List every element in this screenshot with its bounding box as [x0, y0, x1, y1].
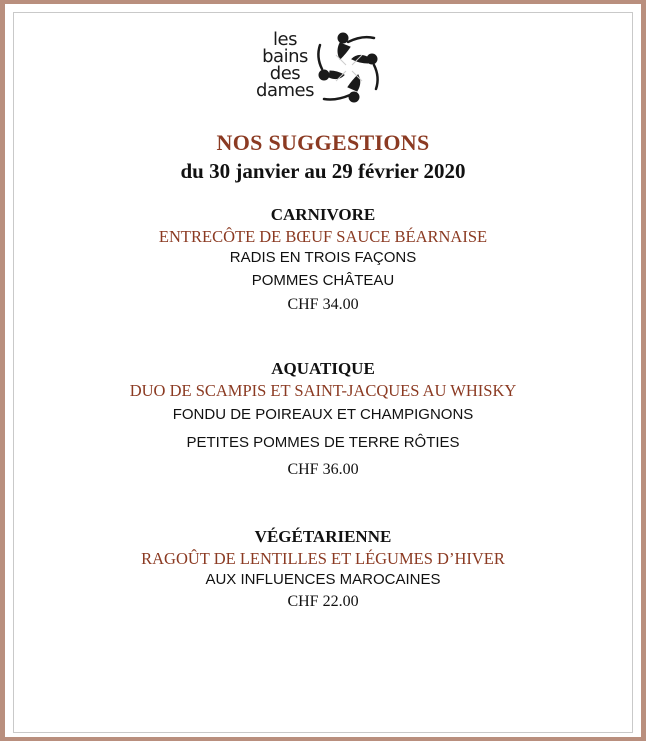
- dish-vegetarienne: RAGOÛT DE LENTILLES ET LÉGUMES D’HIVER: [141, 549, 505, 568]
- price-vegetarienne: CHF 22.00: [287, 593, 359, 610]
- page-title: NOS SUGGESTIONS: [216, 130, 430, 155]
- side-carnivore-2: POMMES CHÂTEAU: [251, 272, 395, 289]
- side-aquatique-1: FONDU DE POIREAUX ET CHAMPIGNONS: [172, 406, 474, 423]
- price-carnivore: CHF 34.00: [287, 296, 359, 313]
- swimmers-icon: [310, 29, 388, 107]
- date-range: du 30 janvier au 29 février 2020: [180, 159, 466, 183]
- category-vegetarienne: VÉGÉTARIENNE: [254, 527, 392, 546]
- category-carnivore: CARNIVORE: [270, 205, 376, 224]
- dish-aquatique: DUO DE SCAMPIS ET SAINT-JACQUES AU WHISKY: [129, 381, 517, 400]
- restaurant-logo: [250, 31, 390, 105]
- dish-carnivore: ENTRECÔTE DE BŒUF SAUCE BÉARNAISE: [158, 227, 488, 246]
- logo-line-bains: bains: [262, 46, 308, 67]
- category-aquatique: AQUATIQUE: [271, 359, 375, 378]
- price-aquatique: CHF 36.00: [287, 461, 359, 478]
- logo-line-des: des: [269, 63, 301, 84]
- side-aquatique-2: PETITES POMMES DE TERRE RÔTIES: [186, 434, 460, 451]
- logo-line-dames: dames: [256, 80, 314, 101]
- logo-line-les: les: [273, 29, 297, 50]
- side-vegetarienne-1: AUX INFLUENCES MAROCAINES: [205, 571, 441, 588]
- side-carnivore-1: RADIS EN TROIS FAÇONS: [229, 249, 417, 266]
